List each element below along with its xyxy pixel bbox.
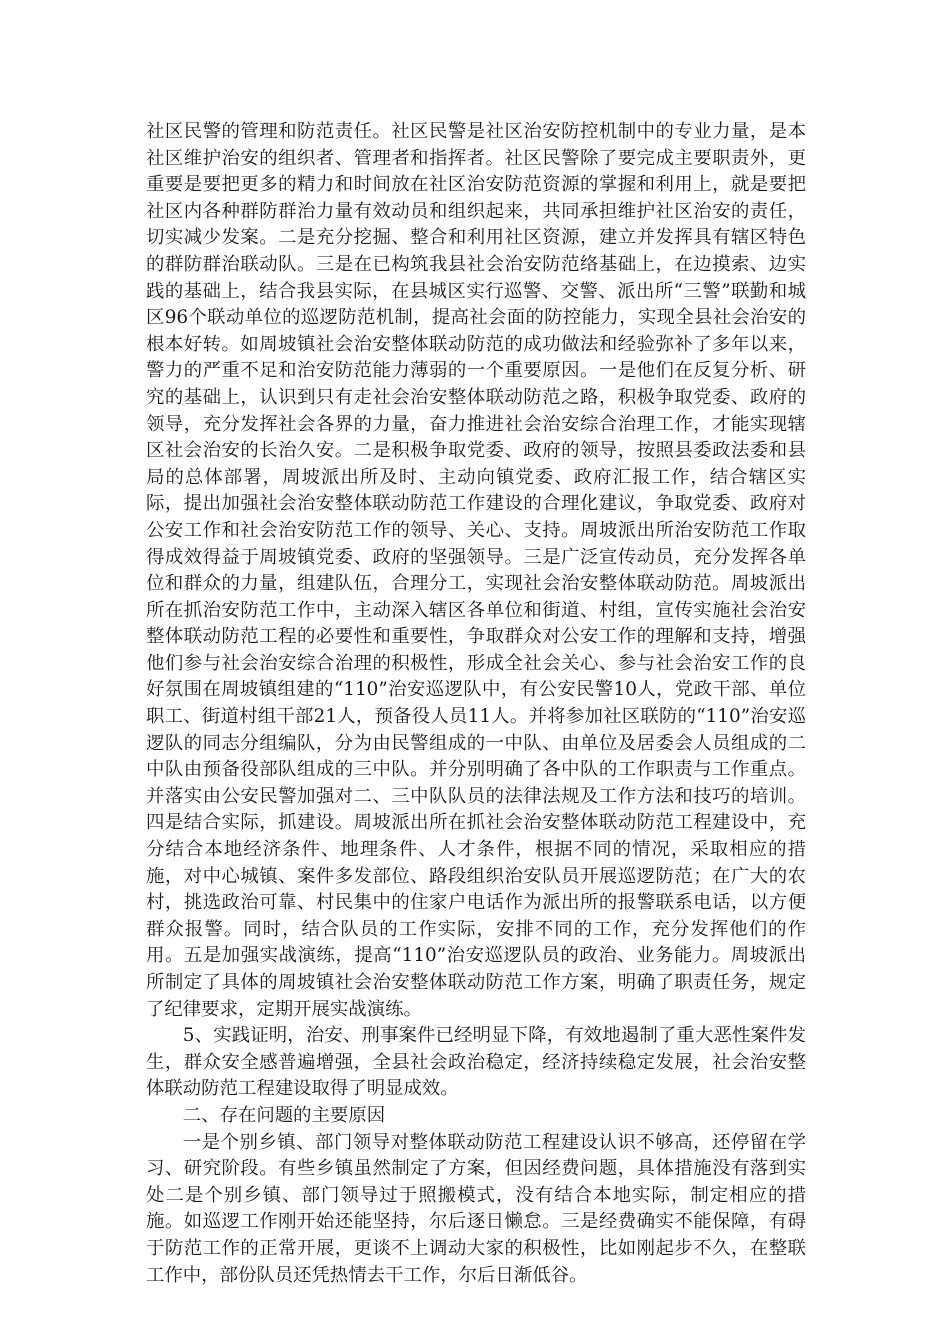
paragraph-3: 一是个别乡镇、部门领导对整体联动防范工程建设认识不够高，还停留在学习、研究阶段。有些乡镇虽然制定了方案，但因经费问题，具体措施没有落到实处二是个别乡镇、部门领导过于照搬模式，没有结合本地实际，制定相应的措施。如巡逻工作刚开始还能坚持，尔后逐日懒怠。三是经费确实不能保障，有碍于防范工作的正常开展，更谈不上调动大家的积极性，比如刚起步不久，在整联工作中，部份队员还凭热情去干工作，尔后日渐低谷。	[146, 1131, 806, 1286]
document-body	[146, 119, 806, 1289]
paragraph-2: 5、实践证明，治安、刑事案件已经明显下降，有效地遏制了重大恶性案件发生，群众安全感普遍增强，全县社会政治稳定，经济持续稳定发展，社会治安整体联动防范工程建设取得了明显成效。	[146, 1025, 806, 1100]
paragraph-1: 社区民警的管理和防范责任。社区民警是社区治安防控机制中的专业力量，是本社区维护治安的组织者、管理者和指挥者。社区民警除了要完成主要职责外，更重要是要把更多的精力和时间放在社区治安防范资源的掌握和利用上，就是要把社区内各种群防群治力量有效动员和组织起来，共同承担维护社区治安的责任，切实减少发案。二是充分挖掘、整合和利用社区资源，建立并发挥具有辖区特色的群防群治联动队。三是在已构筑我县社会治安防范络基础上，在边摸索、边实践的基础上，结合我县实际，在县城区实行巡警、交警、派出所“三警”联勤和城区96个联动单位的巡逻防范机制，提高社会面的防控能力，实现全县社会治安的根本好转。如周坡镇社会治安整体联动防范的成功做法和经验弥补了多年以来，警力的严重不足和治安防范能力薄弱的一个重要原因。一是他们在反复分析、研究的基础上，认识到只有走社会治安整体联动防范之路，积极争取党委、政府的领导，充分发挥社会各界的力量，奋力推进社会治安综合治理工作，才能实现辖区社会治安的长治久安。二是积极争取党委、政府的领导，按照县委政法委和县局的总体部署，周坡派出所及时、主动向镇党委、政府汇报工作，结合辖区实际，提出加强社会治安整体联动防范工作建设的合理化建议，争取党委、政府对公安工作和社会治安防范工作的领导、关心、支持。周坡派出所治安防范工作取得成效得益于周坡镇党委、政府的坚强领导。三是广泛宣传动员，充分发挥各单位和群众的力量，组建队伍，合理分工，实现社会治安整体联动防范。周坡派出所在抓治安防范工作中，主动深入辖区各单位和街道、村组，宣传实施社会治安整体联动防范工程的必要性和重要性，争取群众对公安工作的理解和支持，增强他们参与社会治安综合治理的积极性，形成全社会关心、参与社会治安工作的良好氛围在周坡镇组建的“110”治安巡逻队中，有公安民警10人，党政干部、单位职工、街道村组干部21人，预备役人员11人。并将参加社区联防的“110”治安巡逻队的同志分组编队，分为由民警组成的一中队、由单位及居委会人员组成的二中队由预备役部队组成的三中队。并分别明确了各中队的工作职责与工作重点。并落实由公安民警加强对二、三中队队员的法律法规及工作方法和技巧的培训。四是结合实际，抓建设。周坡派出所在抓社会治安整体联动防范工程建设中，充分结合本地经济条件、地理条件、人才条件，根据不同的情况，采取相应的措施，对中心城镇、案件多发部位、路段组织治安队员开展巡逻防范；在广大的农村，挑选政治可靠、村民集中的住家户电话作为派出所的报警联系电话，以方便群众报警。同时，结合队员的工作实际，安排不同的工作，充分发挥他们的作用。五是加强实战演练，提高“110”治安巡逻队员的政治、业务能力。周坡派出所制定了具体的周坡镇社会治安整体联动防范工作方案，明确了职责任务，规定了纪律要求，定期开展实战演练。	[146, 121, 806, 1020]
section-heading: 二、存在问题的主要原因	[182, 1104, 386, 1126]
